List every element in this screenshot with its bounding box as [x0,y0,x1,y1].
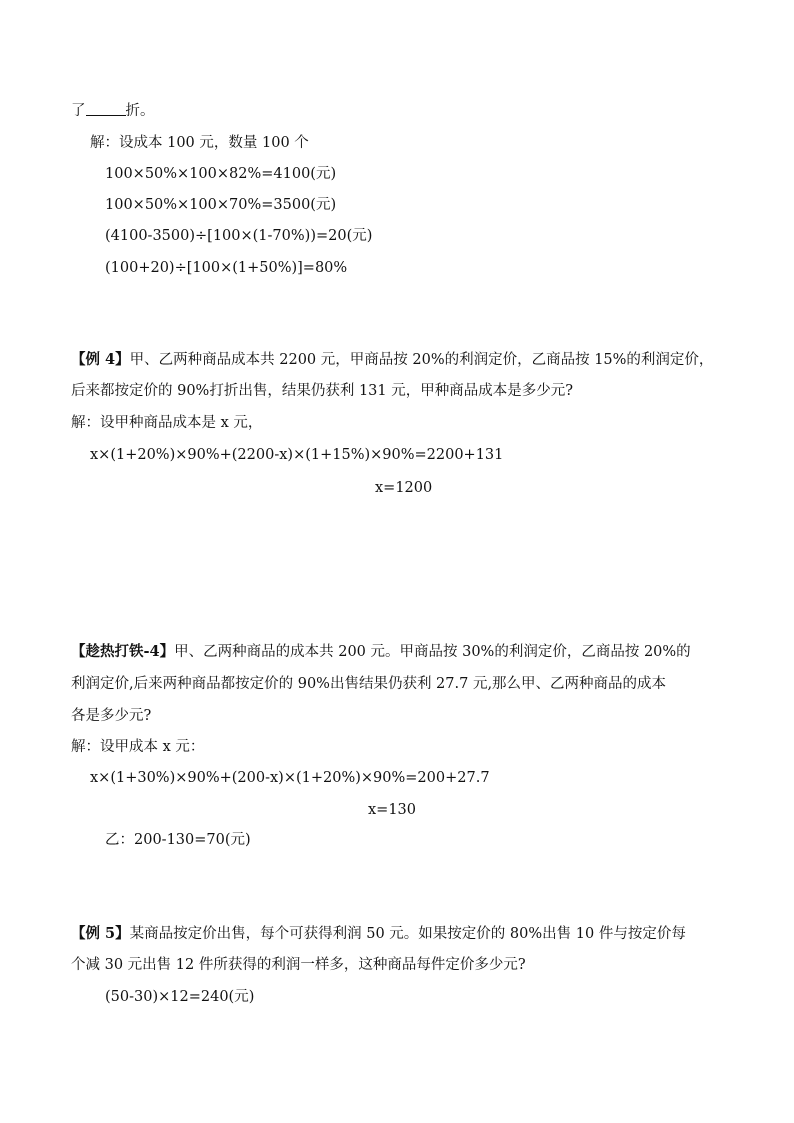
answer-blank [86,101,126,116]
example-5-question-line-2: 个减 30 元出售 12 件所获得的利润一样多，这种商品每件定价多少元? [71,957,526,973]
equation-2: 100×50%×100×70%=3500(元) [105,197,337,213]
solution-intro: 解：设成本 100 元，数量 100 个 [90,135,309,151]
example-5-question-line-1 [71,924,686,944]
example-5-tag: 【例 5】 [71,925,130,942]
equation-1: 100×50%×100×82%=4100(元) [105,166,337,182]
text-fragment: 折。 [125,103,155,119]
example-4-tag: 【例 4】 [71,351,130,368]
drill-4-question-line-2: 利润定价,后来两种商品都按定价的 90%出售结果仍获利 27.7 元,那么甲、乙两种商品的成本 [71,676,667,692]
example-4-equation: x×(1+20%)×90%+(2200-x)×(1+15%)×90%=2200+131 [90,447,504,463]
equation-3: (4100-3500)÷[100×(1-70%))=20(元) [105,228,373,244]
drill-4-equation: x×(1+30%)×90%+(200-x)×(1+20%)×90%=200+27.7 [90,770,490,786]
example-4-answer: x=1200 [375,480,433,496]
example-4-question-line-1 [71,350,713,370]
question-text: 甲、乙两种商品的成本共 200 元。甲商品按 30%的利润定价，乙商品按 20%的 [174,644,691,660]
example-4-question-line-2: 后来都按定价的 90%打折出售，结果仍获利 131 元，甲种商品成本是多少元? [71,383,574,399]
drill-4-tag: 【趁热打铁-4】 [71,643,175,660]
drill-4-question-line-3: 各是多少元? [71,708,152,724]
example-4-solution: 解：设甲种商品成本是 x 元， [71,415,263,431]
prev-question-tail [71,101,155,121]
text-fragment: 了 [71,103,86,119]
drill-4-solution: 解：设甲成本 x 元： [71,739,205,755]
example-5-equation: (50-30)×12=240(元) [105,989,255,1005]
question-text: 某商品按定价出售，每个可获得利润 50 元。如果按定价的 80%出售 10 件与按定价每 [129,926,686,942]
drill-4-question-line-1 [71,642,691,662]
equation-4: (100+20)÷[100×(1+50%)]=80% [105,260,348,276]
question-text: 甲、乙两种商品成本共 2200 元，甲商品按 20%的利润定价，乙商品按 15%的利润定价， [129,352,714,368]
drill-4-yi-answer: 乙：200-130=70(元) [105,832,251,848]
drill-4-answer: x=130 [368,802,417,818]
